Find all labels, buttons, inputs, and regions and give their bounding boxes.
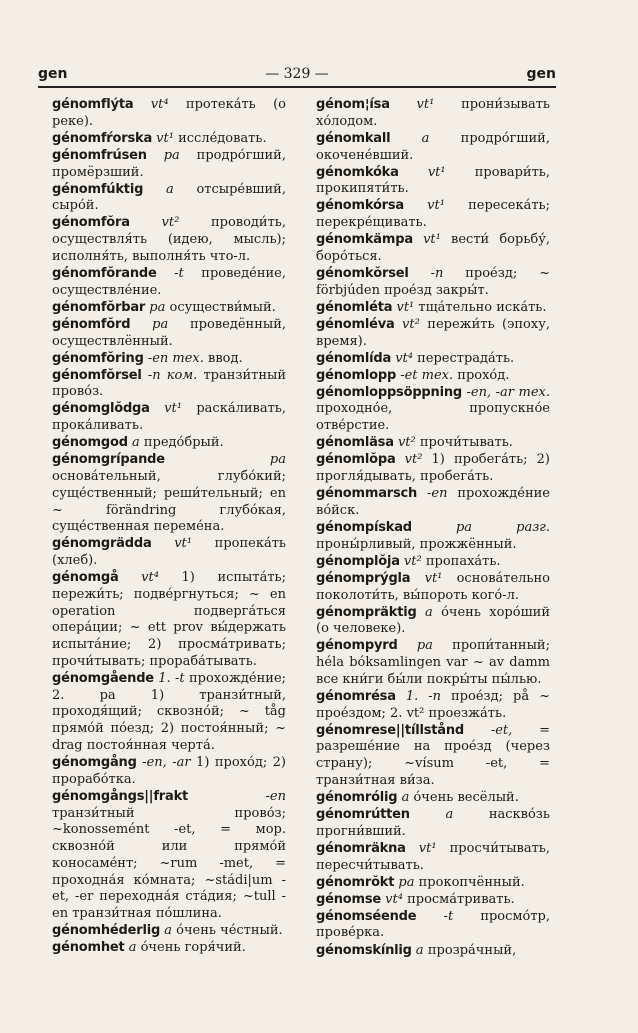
dictionary-entry [52,317,286,351]
header-rule [38,86,556,88]
dictionary-entry [52,435,286,452]
headword: génompískad [316,519,412,535]
definition: о́чень хоро́ший (о человеке). [316,604,550,637]
dictionary-entry [52,351,286,368]
headword: génomgrípande [52,452,165,468]
definition: проходно́е, пропускно́е отве́рстие. [316,401,550,434]
definition: ввод. [208,350,243,366]
dictionary-entry [316,689,550,723]
definition: перестрада́ть. [417,350,515,366]
definition: 1) пробега́ть; 2) прогля́дывать, пробега́ть. [316,452,550,485]
definition: 1) испыта́ть; пережи́ть; подве́ргнуться; ~ en operation подверга́ться опера́ции; ~ ett prov вы́держать испыта́ние; 2) просма́тривать; прочи́тывать; прораба́тывать. [52,570,286,669]
page-header [38,64,556,86]
definition: транзи́тный прово́з; ~konossemént -et, = мор. сквозно́й или прямо́й коносаме́нт; ~rum -met, = проходна́я ко́мната; ~stádi|um -et, -er переходна́я ста́дия; ~tull -en транзи́тная по́шлина. [52,805,286,922]
grammar-label: a [401,789,410,805]
headword: génommarsch [316,486,418,502]
definition: пропи́танный; héla bóksamlingen var ~ av damm все кни́ги бы́ли покры́ты пы́лью. [316,638,550,687]
dictionary-entry [52,570,286,671]
left-guide-word: gen [38,66,68,82]
left-column [52,97,286,957]
headword: génomrese||tíllstånd [316,722,465,738]
headword: génomrŏkt [316,874,395,890]
dictionary-entry [52,148,286,182]
definition: пропека́ть (хлеб). [52,536,286,569]
headword: génomfŕorska [52,130,153,146]
grammar-label: -en тех. [147,350,204,366]
headword: génompräktig [316,604,417,620]
definition: разреше́ние на прое́зд (через страну); ~vísum -et, = транзи́тная ви́за. [316,739,550,788]
dictionary-entry [316,266,550,300]
grammar-label: vt⁴ [150,97,169,112]
definition: прони́зывать хо́лодом. [316,97,550,129]
definition: о́чень весёлый. [413,789,519,805]
grammar-label: -et, = [490,722,550,738]
grammar-label: a [445,807,454,823]
headword: génomläsa [316,435,394,451]
grammar-label: -t [174,265,184,281]
grammar-label: 1. -t [158,670,185,686]
grammar-label: pa [163,147,180,163]
grammar-label: vt⁴ [141,570,159,586]
definition: проведённый, осуществлённый. [52,316,286,349]
dictionary-entry [316,892,550,909]
dictionary-entry [52,300,286,317]
definition: наскво́зь прогни́вший. [316,807,550,839]
definition: прохо́д. [457,367,510,383]
dictionary-entry [316,605,550,639]
headword: génomlŏpa [316,452,396,468]
definition: проны́рливый, прожжённый. [316,536,517,552]
headword: génomlopp [316,367,397,383]
dictionary-entry [316,165,550,199]
headword: génomfúktig [52,181,144,197]
headword: génompyrd [316,638,398,654]
dictionary-entry [52,215,286,265]
definition: проведе́ние, осуществле́ние. [52,265,286,298]
grammar-label: vt¹ [423,232,441,248]
dictionary-entry [316,452,550,486]
headword: génomfrúsen [52,147,147,163]
grammar-label: -n [430,265,444,281]
grammar-label: vt¹ [427,164,446,180]
definition: основа́тельно поколоти́ть, вы́пороть кого́-л. [316,570,550,603]
definition: иссле́довать. [178,130,267,146]
definition: основа́тельный, глубо́кий; суще́ственный; реши́тельный; en ~ förändring глубо́кая, суще́ственная переме́на. [52,469,286,535]
dictionary-entry [316,198,550,232]
headword: génomkall [316,130,391,146]
definition: прое́зд; ~ förbjúden прое́зд закры́т. [316,265,551,298]
right-guide-word: gen [526,66,556,82]
dictionary-entry [316,790,550,807]
headword: génomfŏrsel [52,367,142,383]
headword: génomfŏra [52,215,130,231]
definition: пропаха́ть. [425,553,501,569]
dictionary-entry [52,536,286,570]
headword: génomhet [52,940,125,956]
definition: о́чень горя́чий. [140,940,246,956]
dictionary-entry [316,875,550,892]
dictionary-entry [316,435,550,452]
grammar-label: -en [265,788,286,804]
dictionary-entry [52,789,286,923]
grammar-label: pa [398,874,415,890]
headword: génomlída [316,350,392,366]
headword: génomfŏrbar [52,299,146,315]
right-column [316,97,550,960]
headword: génomkórsa [316,198,405,214]
grammar-label: a [128,940,137,956]
grammar-label: a [424,604,433,620]
definition: транзи́тный прово́з. [52,367,287,400]
grammar-label: -n ком. [147,367,198,383]
dictionary-entry [52,401,286,435]
grammar-label: pa [269,452,286,468]
headword: génomkóka [316,164,399,180]
headword: génomfŏring [52,350,144,366]
definition: просмо́тр, прове́рка. [316,908,550,941]
dictionary-entry [316,131,550,165]
dictionary-entry [52,452,286,536]
definition: продро́гший, промёрзший. [52,147,286,180]
definition: прохожде́ние во́йск. [316,486,550,518]
grammar-label: vt⁴ [385,891,403,907]
grammar-label: pa [149,299,166,315]
grammar-label: vt¹ [156,130,174,146]
grammar-label: -en, -ar тех. [466,384,550,400]
dictionary-entry [52,97,286,131]
grammar-label: a [421,130,430,146]
headword: génomrésa [316,688,396,704]
headword: génomprýgla [316,570,411,586]
headword: génomrólig [316,789,398,805]
headword: génomgrädda [52,536,152,552]
grammar-label: -en, -ar [142,755,191,770]
dictionary-entry [316,909,550,943]
headword: génomloppsöppning [316,384,463,400]
headword: génomléta [316,299,393,315]
headword: génomräkna [316,840,406,856]
grammar-label: vt² [397,435,416,451]
grammar-label: -et тех. [400,367,454,383]
grammar-label: pa [152,316,169,332]
headword: génomséende [316,908,417,924]
dictionary-entry [52,131,286,148]
headword: génomgångs||frakt [52,788,189,804]
headword: génomplŏja [316,553,400,569]
grammar-label: vt² [161,215,180,231]
definition: прозра́чный, [427,942,517,958]
dictionary-entry [316,317,550,351]
grammar-label: -t [443,908,454,924]
dictionary-entry [52,671,286,755]
headword: génomfŏrd [52,316,131,332]
grammar-label: a [415,942,424,958]
dictionary-entry [316,638,550,688]
definition: просчи́тывать, пересчи́тывать. [316,840,550,873]
dictionary-entry [316,943,550,960]
headword: génomglŏdga [52,401,150,417]
headword: génomgående [52,670,154,686]
dictionary-entry [316,300,550,317]
grammar-label: vt¹ [164,401,182,417]
definition: прокопчённый. [418,874,525,890]
grammar-label: a [165,181,174,197]
dictionary-entry [52,266,286,300]
definition: просма́тривать. [407,891,515,907]
grammar-label: vt¹ [427,198,445,214]
headword: génomkämpa [316,232,413,248]
definition: пересека́ть; перекре́щивать. [316,198,550,231]
definition: продро́гший, окочене́вший. [316,130,550,163]
dictionary-entry [52,923,286,940]
grammar-label: vt¹ [416,97,435,112]
grammar-label: vt¹ [424,570,443,586]
dictionary-entry [316,486,550,520]
definition: провари́ть, прокипяти́ть. [316,164,550,197]
dictionary-entry [316,841,550,875]
definition: прочи́тывать. [419,435,513,451]
dictionary-entry [316,368,550,385]
headword: génomse [316,891,382,907]
definition: отсыре́вший, сыро́й. [52,181,286,214]
headword: génomgod [52,435,128,451]
grammar-label: vt⁴ [395,350,413,366]
dictionary-entry [316,351,550,368]
grammar-label: -en [426,486,448,502]
definition: предо́брый. [143,435,224,451]
grammar-label: a [131,435,140,451]
dictionary-entry [52,182,286,216]
headword: génomfŏrande [52,265,157,281]
definition: вести́ борьбу́, боро́ться. [316,232,550,264]
dictionary-entry [316,554,550,571]
grammar-label: 1. -n [405,688,441,704]
definition: о́чень че́стный. [176,923,283,939]
dictionary-entry [316,520,550,554]
page-number: — 329 — [265,66,329,82]
headword: génomrútten [316,807,410,823]
dictionary-entry [52,368,286,402]
grammar-label: pa [416,638,433,654]
grammar-label: vt¹ [174,536,192,552]
dictionary-entry [316,807,550,841]
definition: тща́тельно иска́ть. [418,299,547,315]
dictionary-entry [316,385,550,435]
headword: génom¦ísa [316,97,390,112]
headword: génomkŏrsel [316,265,409,281]
headword: génomskínlig [316,942,412,958]
definition: прое́зд; på ~ прое́здом; 2. vt² проезжа́ть. [316,688,550,721]
grammar-label: vt² [402,316,420,332]
headword: génomléva [316,316,395,332]
definition: пережи́ть (эпоху, время). [316,316,550,349]
dictionary-entry [316,97,550,131]
definition: 1) прохо́д; 2) прорабо́тка. [52,755,286,787]
definition: протека́ть (о реке). [52,97,286,129]
grammar-label: vt² [404,452,423,468]
grammar-label: pa разг. [455,519,550,535]
definition: проводи́ть, осуществля́ть (идею, мысль); исполня́ть, выполня́ть что-л. [52,215,286,264]
headword: génomflýta [52,97,134,112]
grammar-label: vt² [403,553,422,569]
headword: génomhéderlig [52,923,161,939]
definition: осуществи́мый. [169,299,276,315]
headword: génomgå [52,570,119,586]
definition: раска́ливать, прока́ливать. [52,401,286,434]
headword: génomgång [52,755,137,770]
grammar-label: vt¹ [396,299,415,315]
dictionary-entry [316,571,550,605]
grammar-label: a [164,923,172,939]
dictionary-entry [52,940,286,957]
dictionary-entry [52,755,286,789]
dictionary-entry [316,723,550,790]
dictionary-entry [316,232,550,266]
definition: прохожде́ние; 2. pa 1) транзи́тный, проходя́щий; сквозно́й; ~ tåg прямо́й по́езд; 2) постоя́нный; ~ drag постоя́нная черта́. [52,670,287,753]
grammar-label: vt¹ [418,840,437,856]
